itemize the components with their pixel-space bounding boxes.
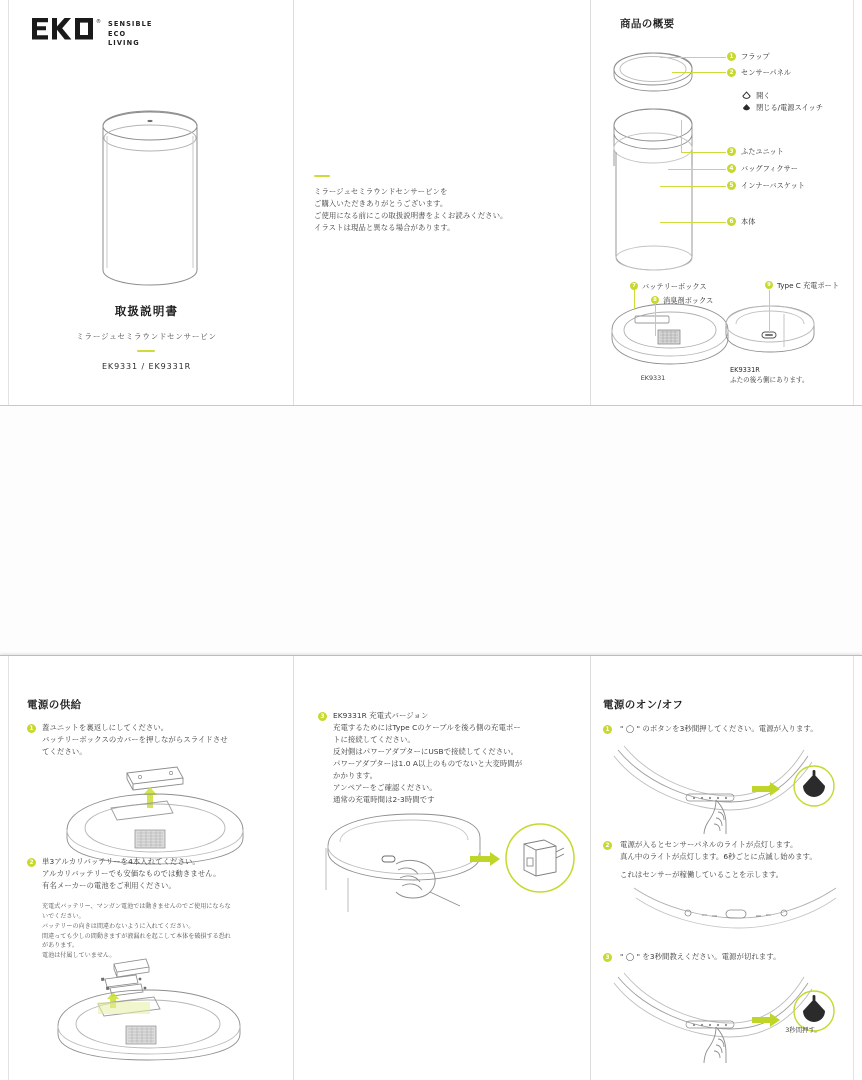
ps1-line-3: てください。 — [42, 746, 87, 756]
power-onoff-step-2-text — [620, 839, 858, 863]
tagline-line-1: SENSIBLE — [108, 20, 153, 28]
power-onoff-step-3-bullet: 3 — [603, 953, 612, 962]
bin-product-illustration — [95, 108, 205, 290]
ps3-line-7: アンペアーをご確認ください。 — [333, 782, 437, 792]
battery-cover-slide-illustration — [55, 764, 255, 866]
model-caption-right: EK9331R — [730, 366, 760, 374]
ps1-line-1: 蓋ユニットを裏返しにしてください。 — [42, 723, 169, 732]
leader-line-2 — [672, 72, 726, 73]
leader-line-1 — [660, 57, 726, 58]
open-lid-label: 開く — [756, 91, 771, 100]
power-on-illustration — [612, 744, 852, 834]
callout-bullet-5: 5 — [727, 181, 736, 190]
ps3-line-8: 通常の充電時間は2-3時間です — [333, 794, 435, 804]
power-onoff-step-2-note: これはセンサーが稼働していることを示します。 — [620, 870, 784, 879]
callout-bullet-8: 8 — [651, 296, 659, 304]
power-onoff-title: 電源のオン/オフ — [603, 699, 684, 711]
page-edge-left — [8, 0, 9, 405]
leader-line-4 — [668, 169, 726, 170]
callout-label-2: センサーパネル — [741, 68, 791, 77]
callout-label-4: バッグフィクサー — [741, 164, 798, 173]
ps3-line-4: 反対側はパワーアダプターにUSBで接続してください。 — [333, 746, 519, 756]
callout-label-1: フラップ — [741, 52, 770, 61]
callout-label-8: 消臭剤ボックス — [663, 296, 714, 305]
manual-page-front — [0, 0, 862, 406]
leader-line-7 — [634, 290, 635, 310]
leader-line-6 — [660, 222, 726, 223]
sensor-lights-illustration — [630, 884, 844, 936]
lid-underside-illustration — [608, 300, 733, 372]
brand-tagline — [108, 20, 153, 49]
intro-accent-rule — [314, 175, 330, 177]
ps2-fine-5: があります。 — [42, 942, 79, 950]
callout-bullet-3: 3 — [727, 147, 736, 156]
power-supply-step-3-text — [333, 710, 578, 806]
power-off-caption: 3秒間押す。 — [785, 1026, 821, 1034]
ps2-fine-4: 間違っても少しの間動きますが液漏れを起こして本体を破損する恐れ — [42, 932, 231, 940]
ps3-line-3: トに接続してください。 — [333, 734, 415, 744]
callout-label-5: インナーバスケット — [741, 181, 805, 190]
intro-line-3: ご使用になる前にこの取扱説明書をよくお読みください。 — [314, 210, 508, 220]
po3-line-1: " ◯ " を3秒間教えください。電源が切れます。 — [620, 952, 781, 961]
power-supply-step-1-text — [42, 722, 274, 758]
tagline-line-3: LIVING — [108, 39, 140, 48]
ps2-line-3: 有名メーカーの電池をご利用ください。 — [42, 880, 176, 890]
page-edge-left-2 — [8, 656, 9, 1080]
power-onoff-step-2-bullet: 2 — [603, 841, 612, 850]
cover-title: 取扱説明書 — [114, 304, 179, 318]
callout-label-9: Type C 充電ポート — [777, 281, 840, 290]
power-supply-step-2-text — [42, 856, 280, 892]
charging-port-illustration — [722, 302, 818, 360]
model-caption-right-note: ふたの後ろ側にあります。 — [730, 376, 809, 384]
po1-line-1: " ◯ " のボタンを3秒間押してください。電源が入ります。 — [620, 724, 818, 733]
cover-accent-rule — [137, 350, 155, 352]
page-fold-line-4 — [590, 656, 591, 1080]
page-fold-line-1 — [293, 0, 294, 405]
po2-line-2: 真ん中のライトが点灯します。6秒ごとに点滅し始めます。 — [620, 851, 817, 861]
po2-line-1: 電源が入るとセンサーパネルのライトが点灯します。 — [620, 840, 798, 849]
ps2-fine-2: いでください。 — [42, 912, 85, 920]
overview-title: 商品の概要 — [620, 18, 675, 30]
page-fold-line-3 — [293, 656, 294, 1080]
cover-subtitle: ミラージュセミラウンドセンサービン — [76, 332, 217, 341]
power-supply-step-3-bullet: 3 — [318, 712, 327, 721]
power-supply-step-2-bullet: 2 — [27, 858, 36, 867]
close-lid-row — [742, 95, 823, 116]
charging-illustration — [318, 808, 588, 926]
power-supply-step-1-bullet: 1 — [27, 724, 36, 733]
registered-mark: ® — [96, 19, 101, 25]
callout-bullet-6: 6 — [727, 217, 736, 226]
callout-bullet-9: 9 — [765, 281, 773, 289]
cover-model-number: EK9331 / EK9331R — [101, 362, 192, 371]
tagline-line-2: ECO — [108, 29, 127, 38]
ps2-fine-1: 充電式バッテリー、マンガン電池では動きませんのでご使用にならな — [42, 903, 231, 910]
power-onoff-step-1-bullet: 1 — [603, 725, 612, 734]
intro-text — [314, 186, 576, 234]
close-lid-icon — [742, 97, 751, 116]
power-off-illustration — [612, 971, 852, 1066]
leader-line-5 — [660, 186, 726, 187]
ps2-line-2: アルカリバッテリーでも安価なものでは動きません。 — [42, 868, 221, 878]
page-edge-right-2 — [853, 656, 854, 1080]
ps1-line-2: バッテリーボックスのカバーを押しながらスライドさせ — [42, 734, 228, 744]
close-lid-label: 閉じる/電源スイッチ — [756, 103, 823, 112]
page-fold-line-2 — [590, 0, 591, 405]
power-onoff-step-3-text — [620, 951, 860, 963]
callout-bullet-1: 1 — [727, 52, 736, 61]
leader-line-9 — [769, 290, 770, 332]
leader-line-3-vertical — [681, 120, 682, 152]
callout-label-3: ふたユニット — [741, 147, 784, 156]
manual-page-back — [0, 655, 862, 1080]
callout-bullet-7: 7 — [630, 282, 638, 290]
ps2-line-1: 単3アルカリバッテリーを4本入れてください。 — [42, 857, 200, 866]
brand-logo — [32, 18, 153, 49]
ps2-fine-3: バッテリーの向きは間違わないように入れてください。 — [42, 922, 195, 930]
ps3-line-2: 充電するためにはType Cのケーブルを後ろ側の充電ポー — [333, 722, 521, 732]
callout-bullet-4: 4 — [727, 164, 736, 173]
eko-wordmark-icon — [32, 18, 94, 40]
ps3-line-5: パワーアダプターは1.0 A以上のものでないと大変時間が — [333, 758, 523, 768]
page-gap-area — [0, 406, 862, 655]
callout-label-6: 本体 — [741, 217, 756, 226]
callout-bullet-2: 2 — [727, 68, 736, 77]
leader-line-3 — [681, 152, 726, 153]
ps3-line-6: かかります。 — [333, 770, 378, 780]
model-caption-left: EK9331 — [640, 374, 666, 382]
battery-insert-illustration — [48, 952, 254, 1062]
intro-line-4: イラストは現品と異なる場合があります。 — [314, 222, 455, 232]
callout-label-7: バッテリーボックス — [642, 282, 707, 291]
intro-line-1: ミラージュセミラウンドセンサービンを — [314, 187, 448, 196]
bin-body-illustration — [608, 148, 718, 273]
intro-line-2: ご購入いただきありがとうございます。 — [314, 198, 448, 208]
page-edge-right — [853, 0, 854, 405]
leader-line-8 — [655, 304, 656, 336]
power-supply-title: 電源の供給 — [27, 699, 82, 711]
power-onoff-step-1-text — [620, 723, 860, 735]
ps3-line-1: EK9331R 充電式バージョン — [333, 711, 429, 720]
ps2-fine-6: 電池は付属していません。 — [42, 952, 116, 960]
